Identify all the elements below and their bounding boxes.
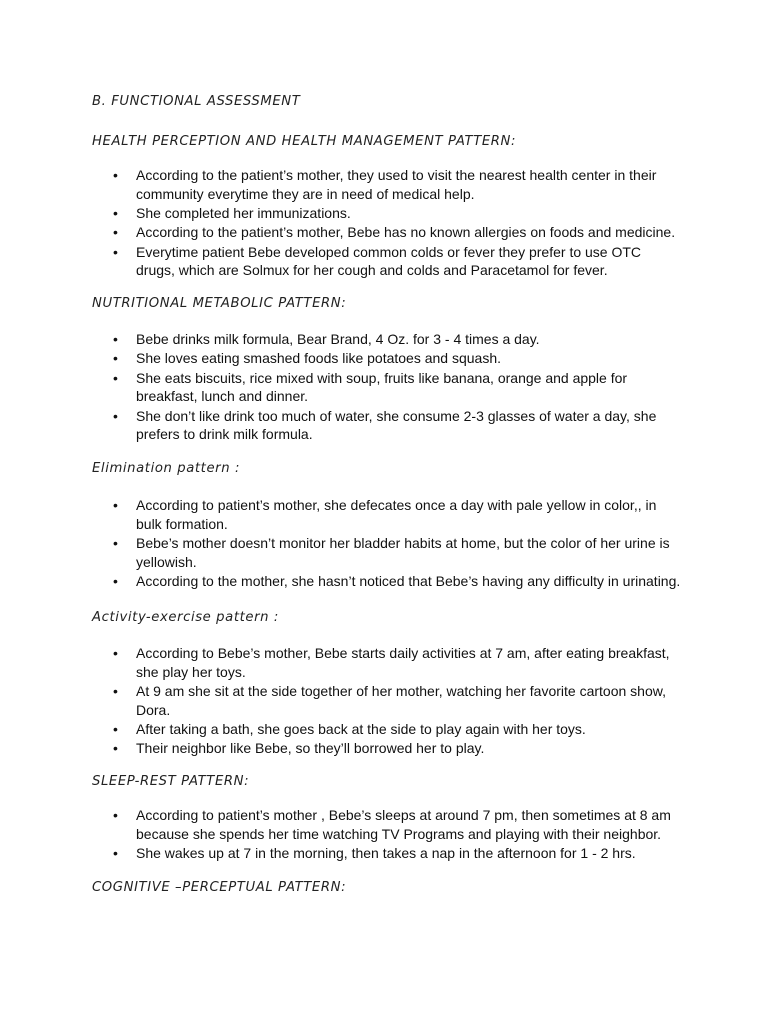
section-heading-health-perception: HEALTH PERCEPTION AND HEALTH MANAGEMENT PATTERN: — [92, 134, 517, 149]
bullet-icon: • — [113, 572, 118, 589]
list-item — [0, 534, 682, 571]
list-item — [0, 720, 682, 739]
section-heading-sleep-rest: SLEEP-REST PATTERN: — [92, 774, 250, 789]
list-item-text: According to the patient’s mother, they used to visit the nearest health center in their community everytime they are in need of medical help. — [136, 167, 657, 202]
list-item-text: She wakes up at 7 in the morning, then takes a nap in the afternoon for 1 - 2 hrs. — [136, 844, 636, 861]
list-item-text: Everytime patient Bebe developed common colds or fever they prefer to use OTC drugs, which are Solmux for her cough and colds and Paracetamol for fever. — [136, 243, 642, 279]
bullet-icon: • — [113, 167, 118, 183]
bullet-icon: • — [113, 720, 118, 737]
bullet-icon: • — [113, 534, 118, 551]
elimination-list — [0, 496, 682, 591]
bullet-icon: • — [113, 243, 118, 260]
list-item-text: She eats biscuits, rice mixed with soup, fruits like banana, orange and apple for breakfast, lunch and dinner. — [136, 369, 628, 405]
bullet-icon: • — [113, 740, 118, 757]
bullet-icon: • — [113, 350, 118, 367]
list-item-text: According to Bebe’s mother, Bebe starts daily activities at 7 am, after eating breakfast, she play her toys. — [136, 645, 670, 680]
list-item-text: She completed her immunizations. — [136, 204, 351, 221]
list-item — [0, 330, 682, 349]
sleep-rest-list — [0, 806, 682, 863]
list-item — [0, 572, 682, 591]
list-item — [0, 223, 682, 242]
list-item — [0, 806, 682, 843]
list-item-text: After taking a bath, she goes back at the side to play again with her toys. — [136, 720, 586, 737]
list-item — [0, 644, 682, 681]
bullet-icon: • — [113, 331, 118, 347]
bullet-icon: • — [113, 224, 118, 241]
section-heading-activity: Activity-exercise pattern : — [92, 610, 279, 625]
list-item — [0, 496, 682, 533]
list-item — [0, 682, 682, 719]
list-item-text: According to the mother, she hasn’t noticed that Bebe’s having any difficulty in urinating. — [136, 572, 681, 589]
bullet-icon: • — [113, 369, 118, 386]
section-heading-elimination: Elimination pattern : — [92, 461, 240, 476]
list-item — [0, 349, 682, 368]
list-item — [0, 407, 682, 444]
list-item-text: According to patient’s mother, she defecates once a day with pale yellow in color,, in bulk formation. — [136, 497, 657, 532]
health-perception-list — [0, 166, 682, 281]
bullet-icon: • — [113, 204, 118, 221]
list-item-text: She loves eating smashed foods like potatoes and squash. — [136, 350, 502, 367]
bullet-icon: • — [113, 407, 118, 424]
list-item — [0, 243, 682, 280]
list-item — [0, 739, 682, 758]
nutritional-list — [0, 330, 682, 445]
list-item — [0, 844, 682, 863]
activity-list — [0, 644, 682, 759]
list-item-text: At 9 am she sit at the side together of her mother, watching her favorite cartoon show, Dora. — [136, 682, 666, 718]
list-item-text: Their neighbor like Bebe, so they’ll borrowed her to play. — [136, 740, 485, 757]
list-item — [0, 166, 682, 203]
document-title: B. FUNCTIONAL ASSESSMENT — [92, 94, 301, 109]
list-item-text: According to patient’s mother , Bebe’s sleeps at around 7 pm, then sometimes at 8 am because she spends her time watching TV Programs and playing with their neighbor. — [136, 807, 671, 842]
list-item — [0, 369, 682, 406]
list-item-text: Bebe’s mother doesn’t monitor her bladder habits at home, but the color of her urine is yellowish. — [136, 534, 670, 570]
list-item — [0, 204, 682, 223]
bullet-icon: • — [113, 645, 118, 661]
list-item-text: According to the patient’s mother, Bebe has no known allergies on foods and medicine. — [136, 224, 676, 241]
bullet-icon: • — [113, 844, 118, 861]
list-item-text: She don’t like drink too much of water, she consume 2-3 glasses of water a day, she prefers to drink milk formula. — [136, 407, 657, 443]
section-heading-cognitive-perceptual: COGNITIVE –PERCEPTUAL PATTERN: — [92, 880, 347, 895]
bullet-icon: • — [113, 497, 118, 513]
bullet-icon: • — [113, 682, 118, 699]
section-heading-nutritional: NUTRITIONAL METABOLIC PATTERN: — [92, 296, 347, 311]
bullet-icon: • — [113, 807, 118, 823]
list-item-text: Bebe drinks milk formula, Bear Brand, 4 Oz. for 3 - 4 times a day. — [136, 331, 540, 347]
